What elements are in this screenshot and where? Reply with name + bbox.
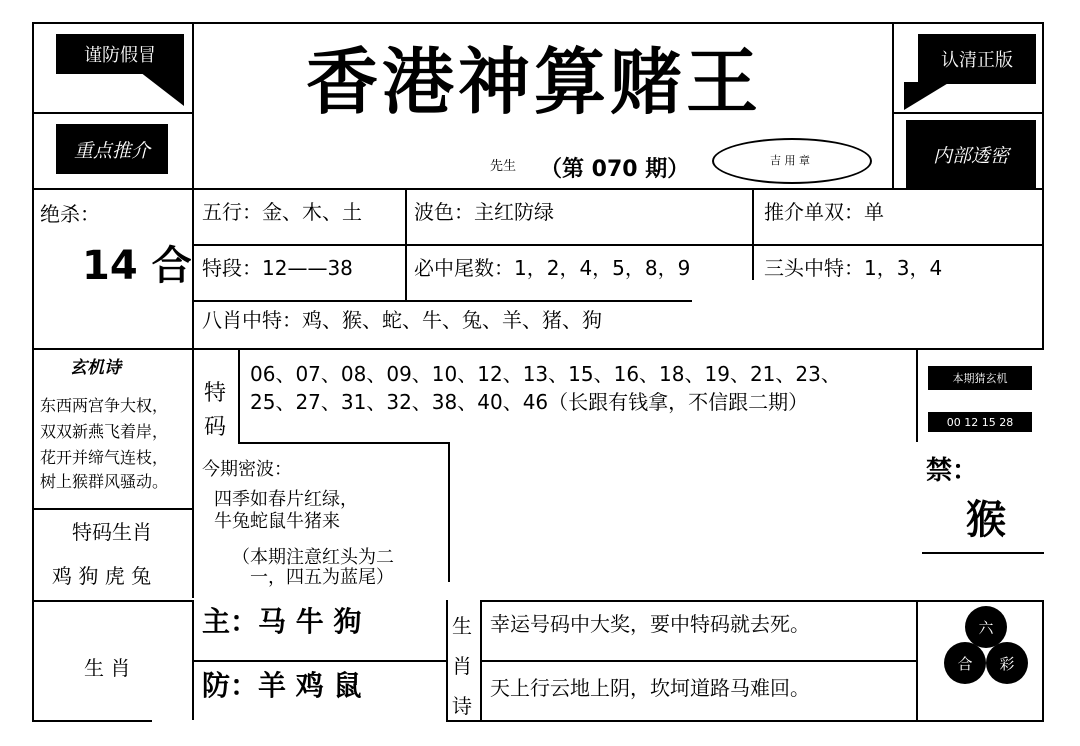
- badge-key-pick-text: 重点推介: [73, 139, 150, 162]
- time-box: [928, 412, 1032, 432]
- logo-ball-right: [986, 642, 1028, 684]
- tema-left: [192, 348, 194, 598]
- jue-sha-value: 14 合: [82, 243, 192, 289]
- bottom-right: [1042, 600, 1044, 720]
- col-a: [192, 188, 194, 348]
- col-c: [752, 188, 754, 280]
- badge-fake-warning-text: 谨防假冒: [84, 45, 156, 66]
- header-left-mid: [32, 112, 192, 114]
- ji-label-text: 本期猜玄机: [952, 372, 1008, 385]
- bottom-col-2: [446, 600, 448, 720]
- speech-tail-left-icon: [140, 72, 184, 106]
- header-bottom: [32, 188, 1044, 190]
- mibo-right: [448, 442, 450, 582]
- row-3-bottom: [32, 348, 1044, 350]
- logo-ball-top-text: 六: [978, 618, 994, 637]
- left-mid: [32, 508, 192, 510]
- frame-right: [1042, 22, 1044, 348]
- side-label-1: 生: [452, 614, 472, 638]
- lottery-logo-icon: [940, 606, 1034, 690]
- badge-internal-text: 内部透密: [932, 144, 1009, 167]
- page-title: 香港神算赌王: [306, 40, 763, 124]
- header-right-mid: [892, 112, 1042, 114]
- te-ma-label-2: 码: [204, 415, 227, 440]
- row-1-bottom: [192, 244, 1042, 246]
- mi-bo-line-1: 四季如春片红绿，: [214, 489, 358, 510]
- mi-bo-note-2: 一，四五为蓝尾）: [250, 567, 394, 588]
- jue-sha-label: 绝杀：: [40, 202, 100, 226]
- bottom-top-right: [480, 600, 1044, 602]
- badge-genuine: [918, 34, 1036, 84]
- tema-label-div: [238, 348, 240, 442]
- jin-label: 禁：: [926, 456, 979, 486]
- ji-label-box: [928, 366, 1032, 390]
- poem-line-3: 花开并缔气连枝，: [40, 448, 169, 467]
- bottom-line-right: [446, 720, 1044, 722]
- te-ma-sheng-xiao-label: 特码生肖: [72, 520, 152, 544]
- tema-bottom: [238, 442, 450, 444]
- issue-number: （第 070 期）: [540, 157, 690, 182]
- fang-values: 防：羊 鸡 鼠: [202, 669, 362, 702]
- poem-line-4: 树上猴群风骚动。: [40, 472, 169, 491]
- logo-ball-right-text: 彩: [999, 654, 1015, 673]
- te-ma-sheng-xiao-value: 鸡 狗 虎 兔: [52, 564, 152, 588]
- bo-se: 波色：主红防绿: [414, 200, 554, 224]
- dan-shuang: 推介单双：单: [764, 200, 884, 224]
- bottom-mid-right: [480, 660, 916, 662]
- bottom-poem-2: 天上行云地上阴，坎坷道路马难回。: [490, 676, 810, 700]
- bottom-poem-1: 幸运号码中大奖，要中特码就去死。: [490, 612, 810, 636]
- badge-key-pick: [56, 124, 168, 174]
- jin-bottom: [922, 552, 1044, 554]
- bottom-mid: [192, 660, 446, 662]
- col-b: [405, 188, 407, 300]
- zhu-values: 主：马 牛 狗: [202, 605, 362, 638]
- header-left-divider: [192, 22, 194, 188]
- poem-line-1: 东西两宫争大权，: [40, 396, 169, 415]
- right-panel-div: [916, 348, 918, 442]
- frame-bottom: [32, 720, 152, 722]
- sheng-xiao-label: 生 肖: [84, 656, 131, 680]
- stamp-icon: [712, 138, 872, 184]
- te-ma-line-2: 25、27、31、32、38、40、46（长跟有钱拿，不信跟二期）: [250, 390, 809, 414]
- row-2-bottom: [192, 300, 692, 302]
- logo-ball-left-text: 合: [957, 654, 973, 673]
- te-ma-label-1: 特: [204, 381, 227, 406]
- badge-internal: [906, 120, 1036, 188]
- bottom-top: [32, 600, 192, 602]
- mi-bo-title: 今期密波：: [202, 459, 292, 480]
- jin-value: 猴: [966, 497, 1006, 543]
- speech-tail-right-icon: [904, 82, 950, 110]
- san-tou: 三头中特：1，3，4: [764, 256, 943, 280]
- te-duan: 特段：12——38: [202, 256, 353, 280]
- mi-bo-note-1: （本期注意红头为二: [232, 547, 394, 568]
- side-label-3: 诗: [452, 694, 472, 718]
- frame-left: [32, 22, 34, 722]
- author: 先生: [490, 159, 517, 174]
- logo-ball-left: [944, 642, 986, 684]
- tian-ji-title: 玄机诗: [70, 358, 121, 378]
- stamp-text: 吉 用 章: [770, 154, 810, 167]
- te-ma-line-1: 06、07、08、09、10、12、13、15、16、18、19、21、23、: [250, 362, 841, 386]
- ba-xiao: 八肖中特：鸡、猴、蛇、牛、兔、羊、猪、狗: [202, 308, 602, 332]
- wei-shu: 必中尾数：1，2，4，5，8，9: [414, 256, 691, 280]
- bottom-col-4: [916, 600, 918, 720]
- mi-bo-line-2: 牛兔蛇鼠牛猪来: [214, 511, 340, 532]
- poem-line-2: 双双新燕飞着岸，: [40, 422, 169, 441]
- badge-fake-warning: [56, 34, 184, 74]
- badge-genuine-text: 认清正版: [941, 50, 1013, 71]
- side-label-2: 肖: [452, 654, 472, 678]
- time-text: 00 12 15 28: [946, 415, 1014, 429]
- wu-xing: 五行：金、木、土: [202, 200, 362, 224]
- header-right-divider: [892, 22, 894, 188]
